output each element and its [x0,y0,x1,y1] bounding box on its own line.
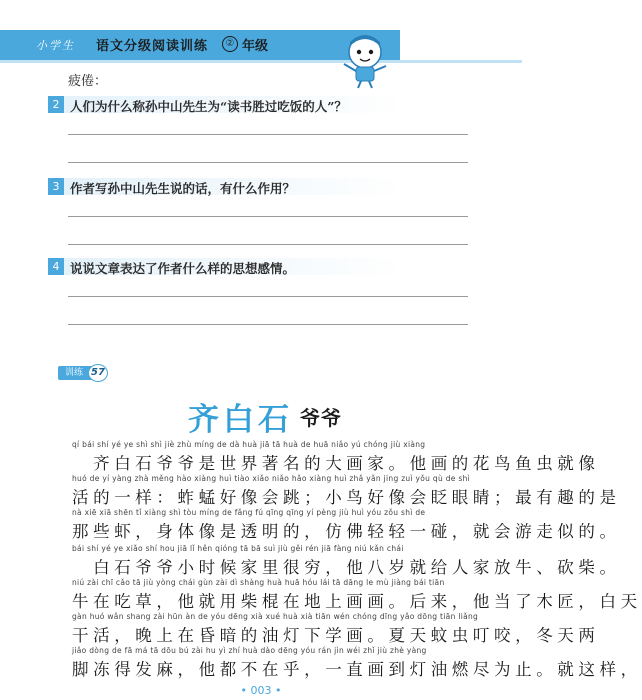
lesson-title: 齐白石 [188,402,293,438]
lesson-badge-label: 训练 [58,366,98,380]
passage-line [72,474,621,508]
hanzi-row: 活的一样：蚱蜢好像会跳；小鸟好像会眨眼睛；最有趣的是 [72,488,621,507]
vocab-line: 疲倦： [68,74,108,89]
answer-line[interactable] [68,162,468,163]
passage-line [72,578,642,612]
pinyin-row: nà xiē xiā shēn tǐ xiàng shì tòu míng de fǎng fú qīng qīng yí pèng jiù huì yóu zǒu shì de [72,508,426,517]
question-text: 人们为什么称孙中山先生为“读书胜过吃饭的人”？ [70,99,347,114]
pinyin-row: gàn huó wǎn shang zài hūn àn de yóu dēng xià xué huà xià tiān wén chóng dīng yǎo dōng tiān liǎng [72,612,479,621]
question-number: 4 [48,258,64,275]
pinyin-row: jiǎo dòng de fā má tā dōu bú zài hu yì zhí huà dào dēng yóu rán jìn wéi zhǐ jiù zhè yàng [72,646,427,655]
answer-line[interactable] [68,244,468,245]
answer-line[interactable] [68,296,468,297]
pinyin-row: bái shí yé ye xiǎo shí hou jiā lǐ hěn qióng tā bā suì jiù gěi rén jiā fàng niú kǎn chái [72,544,404,553]
series-name: 小学生 [36,39,75,52]
lesson-title-suffix: 爷爷 [300,406,342,430]
hanzi-row: 干活，晚上在昏暗的油灯下学画。夏天蚊虫叮咬，冬天两 [72,626,600,645]
hanzi-row: 齐白石爷爷是世界著名的大画家。他画的花鸟鱼虫就像 [72,454,600,473]
hanzi-row: 白石爷爷小时候家里很穷，他八岁就给人家放牛、砍柴。 [72,558,621,577]
question-text: 说说文章表达了作者什么样的思想感情。 [70,261,296,276]
lesson-badge-number: 57 [88,364,108,382]
answer-line[interactable] [68,134,468,135]
header-stripe [0,60,522,63]
grade-label: 年级 [242,39,269,54]
pinyin-row: qí bái shí yé ye shì shì jiè zhù míng de dà huà jiā tā huà de huā niǎo yú chóng jiù xiàng [72,440,426,449]
answer-line[interactable] [68,216,468,217]
mascot-icon [330,30,400,90]
question-number: 3 [48,178,64,195]
hanzi-row: 那些虾，身体像是透明的，仿佛轻轻一碰，就会游走似的。 [72,522,621,541]
question-text: 作者写孙中山先生说的话，有什么作用？ [70,181,296,196]
passage-line [72,440,600,474]
passage-line [72,612,600,646]
passage-line [72,508,621,542]
page-header [0,30,522,60]
pinyin-row: huó de yí yàng zhà měng hào xiàng huì tiào xiǎo niǎo hǎo xiàng huì zhǎ yǎn jing zuì yǒu qù de shì [72,474,471,483]
hanzi-row: 牛在吃草，他就用柴棍在地上画画。后来，他当了木匠，白天 [72,592,642,611]
page-number: • 003 • [240,684,282,697]
passage-line [72,646,642,680]
passage-line [72,544,621,578]
grade-number: ② [222,36,238,52]
hanzi-row: 脚冻得发麻，他都不在乎，一直画到灯油燃尽为止。就这样， [72,660,642,679]
pinyin-row: niú zài chī cǎo tā jiù yòng chái gùn zài dì shàng huà huā hóu lái tā dāng le mù jiàng bái tiān [72,578,445,587]
question-number: 2 [48,96,64,113]
answer-line[interactable] [68,324,468,325]
lesson-badge [58,364,114,382]
book-title: 语文分级阅读训练 [96,39,209,54]
